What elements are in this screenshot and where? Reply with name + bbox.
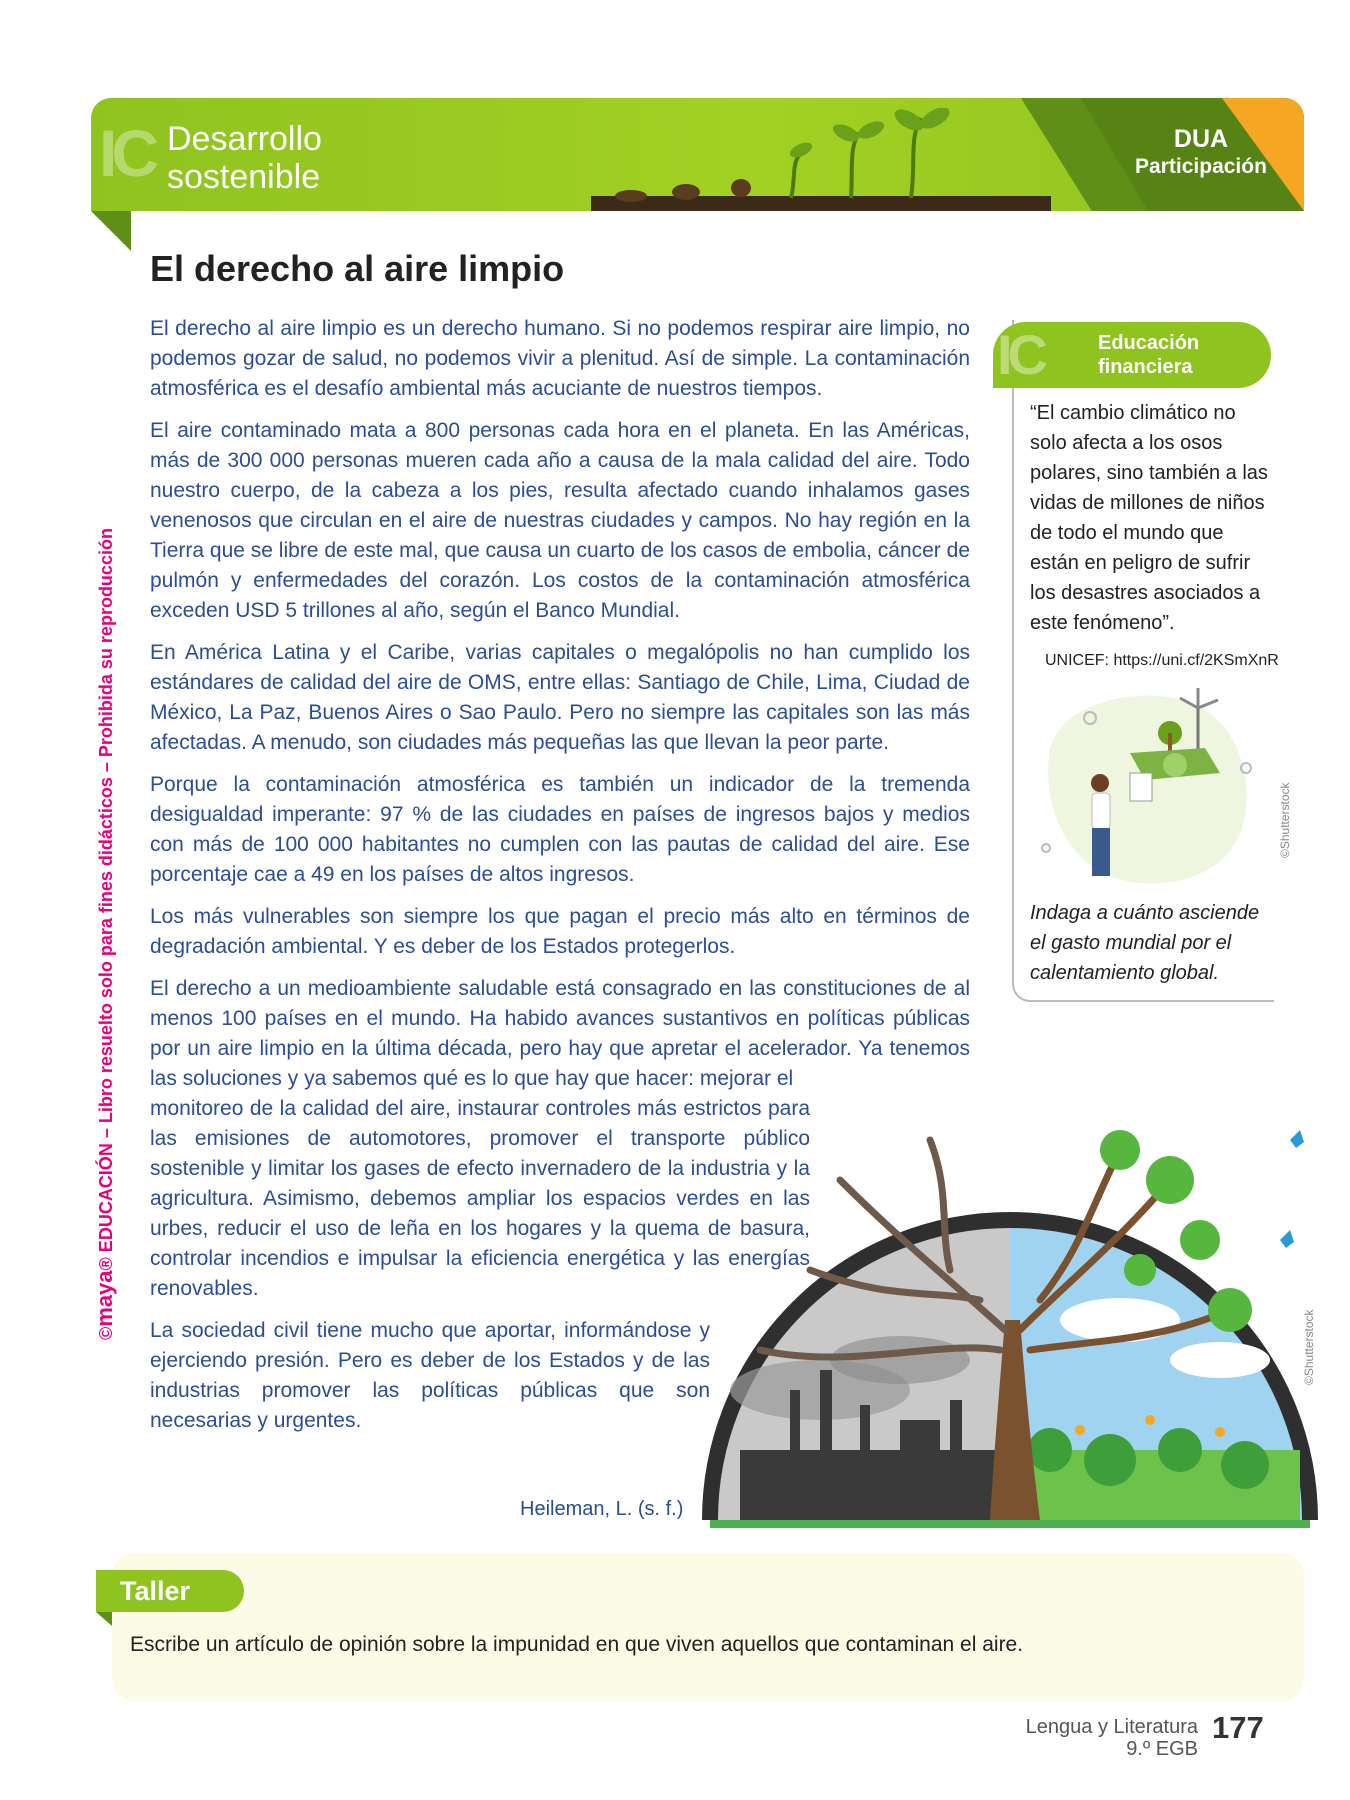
page-number: 177 bbox=[1212, 1710, 1264, 1745]
section-banner bbox=[91, 98, 1304, 211]
paragraph: El derecho a un medioambiente saludable está consagrado en las constituciones de al menos 100 países en el mundo. Ha habido avances sustantivos en políticas públicas por un aire limpio en la última década, pero hay que apretar el acelerador. Ya tenemos las soluciones y ya sabemos qué es lo que hay que hacer: mejorar el bbox=[150, 977, 970, 1090]
side-box-title: Educación financiera bbox=[1098, 332, 1200, 378]
unicef-quote: “El cambio climático no solo afecta a los osos polares, sino también a las vidas de millones de niños de todo el mundo que están en peligro de sufrir los desastres asociados a este fenómeno”. bbox=[1030, 402, 1268, 634]
sprouting-plants-icon bbox=[591, 108, 1051, 211]
citation: Heileman, L. (s. f.) bbox=[520, 1498, 684, 1520]
taller-instruction: Escribe un artículo de opinión sobre la impunidad en que viven aquellos que contaminan el aire. bbox=[130, 1633, 1024, 1656]
paragraph: monitoreo de la calidad del aire, instaurar controles más estrictos para las emisiones de automotores, promover el transporte público sostenible y limitar los gases de efecto invernadero de la industria y la agricultura. Asimismo, debemos ampliar los espacios verdes en las urbes, reducir el uso de leña en los hogares y la quema de basura, controlar incendios e impulsar la eficiencia energética y las energías renovables. bbox=[150, 1097, 810, 1300]
vertical-copyright: ©maya® EDUCACIÓN – Libro resuelto solo para fines didácticos – Prohibida su reproducción bbox=[92, 528, 117, 1340]
dua-label: DUA Participación bbox=[1135, 125, 1267, 178]
section-title: Desarrollo sostenible bbox=[167, 120, 322, 196]
taller-box bbox=[112, 1553, 1304, 1701]
finance-illustration-icon bbox=[1030, 688, 1260, 888]
paragraph: Los más vulnerables son siempre los que pagan el precio más alto en términos de degradación ambiental. Y es deber de los Estados protegerlos. bbox=[150, 905, 970, 958]
taller-fold bbox=[96, 1612, 112, 1626]
footer-subject: Lengua y Literatura 9.º EGB bbox=[1025, 1716, 1198, 1760]
article-title: El derecho al aire limpio bbox=[150, 248, 565, 289]
paragraph: El aire contaminado mata a 800 personas cada hora en el planeta. En las Américas, más de 300 000 personas mueren cada año a causa de la mala calidad del aire. Todo nuestro cuerpo, de la cabeza a los pies, resulta afectado cuando inhalamos gases venenosos que circulan en el aire de nuestras ciudades y campos. No hay región en la Tierra que se libre de este mal, que causa un cuarto de los casos de embolia, cáncer de pulmón y enfermedades del corazón. Los costos de la contaminación atmosférica exceden USD 5 trillones al año, según el Banco Mundial. bbox=[150, 419, 970, 622]
polluted-vs-green-earth-illustration bbox=[700, 1120, 1320, 1530]
research-prompt: Indaga a cuánto asciende el gasto mundial por el calentamiento global. bbox=[1030, 902, 1260, 984]
side-box-header bbox=[993, 322, 1271, 388]
paragraph: La sociedad civil tiene mucho que aportar, informándose y ejerciendo presión. Pero es deber de los Estados y de las industrias promover las políticas públicas que son necesarias y urgentes. bbox=[150, 1319, 710, 1432]
paragraph: El derecho al aire limpio es un derecho humano. Si no podemos respirar aire limpio, no podemos gozar de salud, no podemos vivir a plenitud. Así de simple. La contaminación atmosférica es el desafío ambiental más acuciante de nuestros tiempos. bbox=[150, 317, 970, 400]
ic-badge: IC bbox=[99, 116, 153, 190]
quote-source: UNICEF: https://uni.cf/2KSmXnR bbox=[1045, 652, 1279, 669]
paragraph: En América Latina y el Caribe, varias capitales o megalópolis no han cumplido los estándares de calidad del aire de OMS, entre ellas: Santiago de Chile, Lima, Ciudad de México, La Paz, Buenos Aires o Sao Paulo. Pero no siempre las capitales son las más afectadas. A menudo, son ciudades más pequeñas las que llevan la peor parte. bbox=[150, 641, 970, 754]
side-image-credit: ©Shutterstock bbox=[1278, 782, 1292, 858]
taller-label: Taller bbox=[96, 1570, 244, 1612]
illustration-credit: ©Shutterstock bbox=[1302, 1309, 1316, 1385]
paragraph: Porque la contaminación atmosférica es también un indicador de la tremenda desigualdad imperante: 97 % de las ciudades en países de ingresos bajos y medios con más de 100 000 habitantes no cumplen con las pautas de calidad del aire. Ese porcentaje cae a 49 en los países de altos ingresos. bbox=[150, 773, 970, 886]
banner-fold bbox=[91, 211, 131, 251]
ic-badge: IC bbox=[997, 323, 1043, 386]
